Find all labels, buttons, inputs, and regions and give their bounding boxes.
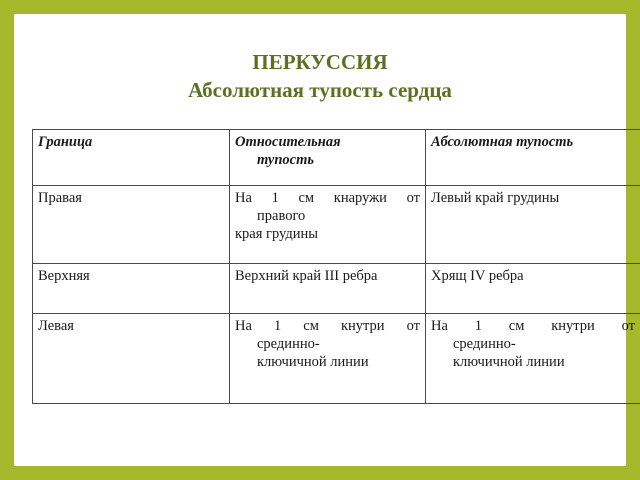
cell-absolute-upper: Хрящ IV ребра bbox=[426, 264, 640, 314]
header-absolute-dullness: Абсолютная тупость bbox=[426, 130, 640, 186]
percussion-table bbox=[32, 129, 640, 404]
header-relative-dullness: Относительная тупость bbox=[230, 130, 426, 186]
slide-subtitle: Абсолютная тупость сердца bbox=[188, 78, 452, 102]
slide bbox=[14, 14, 635, 466]
header-border: Граница bbox=[33, 130, 230, 186]
cell-border-left: Левая bbox=[33, 314, 230, 404]
table-row bbox=[33, 186, 640, 264]
cell-border-right: Правая bbox=[33, 186, 230, 264]
table-row bbox=[33, 314, 640, 404]
cell-relative-right: На 1 см кнаружи от правого края грудины bbox=[230, 186, 426, 264]
cell-absolute-right: Левый край грудины bbox=[426, 186, 640, 264]
cell-relative-left: На 1 см кнутри от срединно- ключичной линии bbox=[230, 314, 426, 404]
table-row bbox=[33, 264, 640, 314]
cell-border-upper: Верхняя bbox=[33, 264, 230, 314]
slide-title: ПЕРКУССИЯ bbox=[252, 50, 388, 74]
table-header-row bbox=[33, 130, 640, 186]
cell-absolute-left: На 1 см кнутри от срединно- ключичной линии bbox=[426, 314, 640, 404]
cell-relative-upper: Верхний край III ребра bbox=[230, 264, 426, 314]
